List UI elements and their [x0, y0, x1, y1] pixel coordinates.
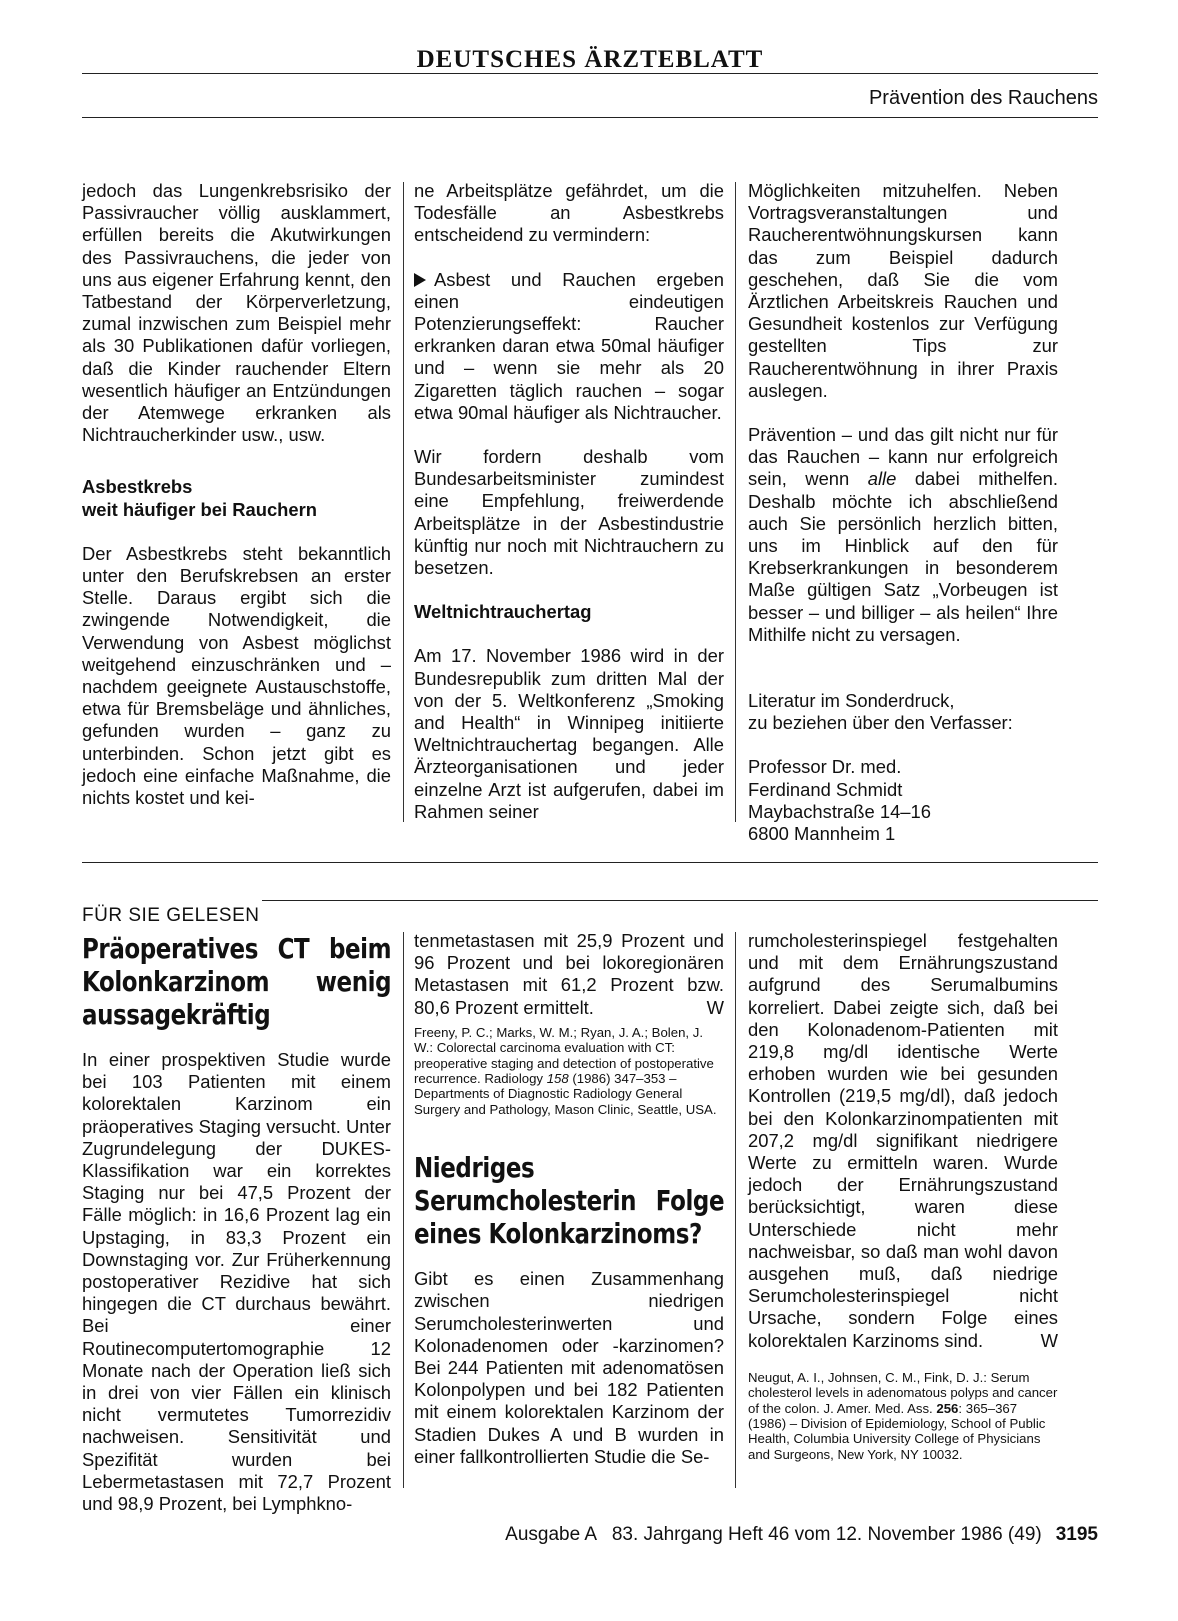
subheading-line: weit häufiger bei Rauchern: [82, 498, 318, 520]
text-run: dabei mithelfen. Deshalb möchte ich abschließend auch Sie persönlich herzlich bitten, uns im Hinblick auf den für Krebserkrankungen in besonderem Maße gültigen Satz „Vorbeugen ist besser – und billiger – als heilen“ Ihre Mithilfe nicht zu versagen.: [748, 468, 1058, 645]
citation-volume: 158: [546, 1071, 569, 1087]
subheading-weltnichtrauchertag: Weltnichtrauchertag: [414, 601, 592, 623]
subheading-asbestkrebs: [82, 476, 391, 520]
paragraph-text: Asbest und Rauchen ergeben einen eindeutigen Potenzierungseffekt: Raucher erkranken daran etwa 50mal häufiger und – wenn sie mehr als 20 Zigaretten täglich rauchen – sogar etwa 90mal häufiger als Nichtraucher.: [414, 268, 724, 423]
literature-line: zu beziehen über den Verfasser:: [748, 712, 1013, 734]
citation-text: (1986) 347–353 – Departments of Diagnostic Radiology General Surgery and Pathology, Mason Clinic, Seattle, USA.: [414, 1071, 717, 1117]
paragraph: In einer prospektiven Studie wurde bei 103 Patienten mit einem kolorektalen Karzinom ein präoperatives Staging versucht. Unter Zugrundelegung der DUKES-Klassifikation war ein korrektes Staging nur bei 47,5 Prozent der Fälle möglich: in 16,6 Prozent lag ein Upstaging, in 83,3 Prozent ein Downstaging vor. Zur Früherkennung postoperativer Rezidive hat sich hingegen die CT durchaus bewährt. Bei einer Routinecomputertomographie 12 Monate nach der Operation ließ sich in drei von vier Fällen ein klinisch nicht vermutetes Tumorrezidiv nachweisen. Sensitivität und Spezifität wurden bei Lebermetastasen mit 72,7 Prozent und 98,9 Prozent, bei Lymphkno-: [82, 1049, 391, 1515]
headline-niedriges-serumcholesterin: Niedriges Serumcholesterin Folge eines Kolonkarzinoms?: [414, 1151, 725, 1251]
article1-column-1: [82, 180, 391, 809]
author-line: Ferdinand Schmidt: [748, 778, 903, 800]
edition-info: Ausgabe A 83. Jahrgang Heft 46 vom 12. November 1986 (49): [505, 1524, 1042, 1545]
column-divider: [735, 182, 736, 822]
section-rule: [82, 862, 1098, 863]
journal-title: DEUTSCHES ÄRZTEBLATT: [416, 46, 764, 73]
citation-volume: 256: [936, 1400, 959, 1416]
literature-line: Literatur im Sonderdruck,: [748, 690, 955, 712]
emphasis: alle: [867, 468, 897, 490]
paragraph: Möglichkeiten mitzuhelfen. Neben Vortragsveranstaltungen und Raucherentwöhnungskursen kann das zum Beispiel dadurch geschehen, daß Sie die vom Ärztlichen Arbeitskreis Rauchen und Gesundheit kostenlos zur Verfügung gestellten Tips zur Raucherentwöhnung in ihrer Praxis auslegen.: [748, 180, 1058, 401]
column-divider: [403, 932, 404, 1488]
header-rule-bottom: [82, 117, 1098, 118]
fsg-column-2: [414, 930, 724, 1468]
author-signature: W: [706, 996, 724, 1018]
paragraph: [748, 930, 1058, 1352]
paragraph: [414, 930, 724, 1019]
subheading-line: Asbestkrebs: [82, 476, 193, 498]
article1-column-2: [414, 180, 724, 823]
author-line: Maybachstraße 14–16: [748, 800, 931, 822]
author-line: Professor Dr. med.: [748, 756, 902, 778]
section-label-fuer-sie-gelesen: FÜR SIE GELESEN: [82, 905, 260, 926]
paragraph-text: rumcholesterinspiegel festgehalten und mit dem Ernährungszustand aufgrund des Serumalbumins korreliert. Dabei zeigte sich, daß bei den Kolonadenom-Patienten mit 219,8 mg/dl identische Werte erhoben wurden wie bei gesunden Kontrollen (219,5 mg/dl), daß jedoch bei den Kolonkarzinompatienten mit 207,2 mg/dl signifikant niedrigere Werte zu ermitteln waren. Wurde jedoch der Ernährungszustand berücksichtigt, waren diese Unterschiede nicht mehr nachweisbar, so daß man wohl davon ausgehen muß, daß niedrige Serumcholesterinspiegel nicht Ursache, sondern Folge eines kolorektalen Karzinoms sind.: [748, 930, 1058, 1351]
citation-text: : 365–367 (1986) – Division of Epidemiology, School of Public Health, Columbia University College of Physicians and Surgeons, New York, NY 10032.: [748, 1400, 1046, 1462]
section-rule: [262, 900, 1098, 901]
paragraph: jedoch das Lungenkrebsrisiko der Passivraucher völlig ausklammert, erfüllen bereits die Akutwirkungen des Passivrauchens, die jeder von uns aus eigener Erfahrung kennt, den Tatbestand der Körperverletzung, zumal inzwischen zum Beispiel mehr als 30 Publikationen dafür vorliegen, daß die Kinder rauchender Eltern wesentlich häufiger an Entzündungen der Atemwege erkranken als Nichtraucherkinder usw., usw.: [82, 180, 391, 446]
citation-text: Neugut, A. I., Johnsen, C. M., Fink, D. J.: Serum cholesterol levels in adenomatous polyps and cancer of the colon. J. Amer. Med. Ass.: [748, 1369, 1058, 1416]
citation: [414, 1025, 724, 1117]
header-rule-top: [82, 73, 1098, 74]
literature-note: [748, 690, 1058, 734]
page-number: 3195: [1055, 1524, 1098, 1545]
fsg-column-1: [82, 932, 391, 1515]
headline-praeoperatives-ct: Präoperatives CT beim Kolonkarzinom wenig aussagekräftig: [82, 932, 392, 1031]
paragraph: Am 17. November 1986 wird in der Bundesrepublik zum dritten Mal der von der 5. Weltkonferenz „Smoking and Health“ in Winnipeg initiierte Weltnichtrauchertag begangen. Alle Ärzteorganisationen und jeder einzelne Arzt ist aufgerufen, dabei im Rahmen seiner: [414, 645, 724, 822]
paragraph-arrow: [414, 269, 724, 424]
column-divider: [403, 182, 404, 822]
arrow-bullet-icon: [414, 273, 426, 287]
paragraph: Gibt es einen Zusammenhang zwischen niedrigen Serumcholesterinwerten und Kolonadenomen oder -karzinomen? Bei 244 Patienten mit adenomatösen Kolonpolypen und bei 182 Patienten mit einem kolorektalen Karzinom der Stadien Dukes A und B wurden in einer fallkontrollierten Studie die Se-: [414, 1268, 724, 1467]
section-title: Prävention des Rauchens: [868, 87, 1098, 109]
paragraph: [748, 424, 1058, 646]
paragraph: ne Arbeitsplätze gefährdet, um die Todesfälle an Asbestkrebs entscheidend zu vermindern:: [414, 180, 724, 246]
citation-text: Freeny, P. C.; Marks, W. M.; Ryan, J. A.; Bolen, J. W.: Colorectal carcinoma evaluation with CT: preoperative staging and detection of postoperative recurrence. Radiology: [414, 1024, 714, 1087]
author-signature: W: [1040, 1329, 1058, 1351]
article1-column-3: [748, 180, 1058, 845]
text-run: Prävention – und das gilt nicht nur für das Rauchen – kann nur erfolgreich sein, wenn: [748, 424, 1058, 490]
citation: [748, 1370, 1058, 1462]
paragraph-text: tenmetastasen mit 25,9 Prozent und 96 Prozent und bei lokoregionären Metastasen mit 61,2 Prozent bzw. 80,6 Prozent ermittelt.: [414, 930, 724, 1018]
author-line: 6800 Mannheim 1: [748, 823, 896, 845]
column-divider: [735, 932, 736, 1488]
paragraph: Der Asbestkrebs steht bekanntlich unter den Berufskrebsen an erster Stelle. Daraus ergibt sich die zwingende Notwendigkeit, die Verwendung von Asbest möglichst weitgehend einzuschränken und – nachdem geeignete Austauschstoffe, etwa für Bremsbeläge und ähnliches, gefunden wurden – ganz zu unterbinden. Schon jetzt gibt es jedoch eine einfache Maßnahme, die nichts kostet und kei-: [82, 542, 391, 809]
fsg-column-3: [748, 930, 1058, 1496]
paragraph: Wir fordern deshalb vom Bundesarbeitsminister zumindest eine Empfehlung, freiwerdende Arbeitsplätze in der Asbestindustrie künftig nur noch mit Nichtrauchern zu besetzen.: [414, 446, 724, 579]
page-footer: [505, 1524, 1098, 1546]
author-address: [748, 756, 1058, 845]
